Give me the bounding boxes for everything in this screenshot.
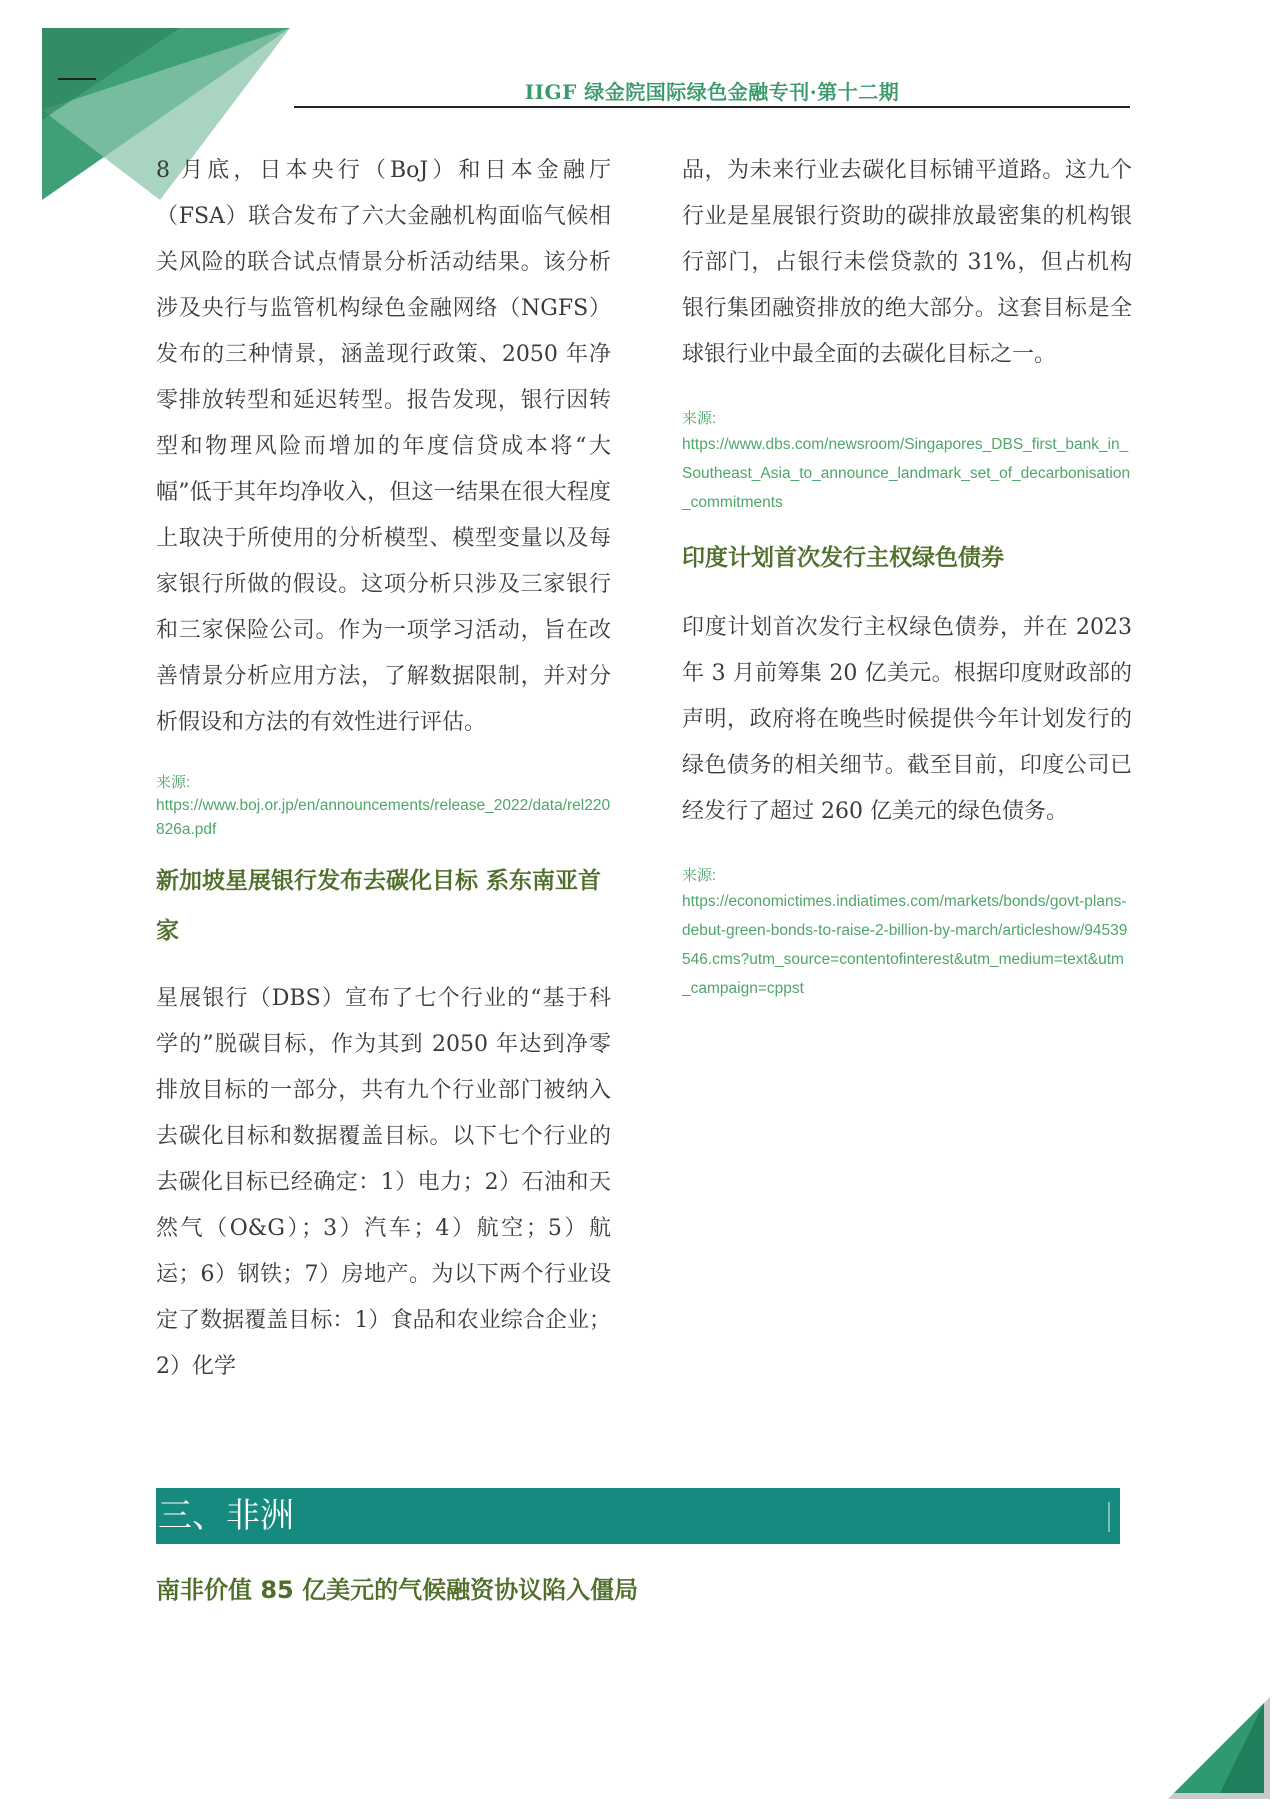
dbs-source-link[interactable]: https://www.dbs.com/newsroom/Singapores_DBS_first_bank_in_Southeast_Asia_to_announce_landmark_set_of_decarbonisation_commitments xyxy=(682,436,1131,511)
boj-source xyxy=(156,772,611,842)
india-source xyxy=(682,865,1132,1003)
header-dash xyxy=(58,78,96,80)
source-label: 来源: xyxy=(682,410,717,427)
source-label: 来源: xyxy=(682,867,717,884)
source-label: 来源: xyxy=(156,774,191,791)
dbs-heading: 新加坡星展银行发布去碳化目标 系东南亚首家 xyxy=(156,868,602,944)
dbs-source xyxy=(682,408,1132,517)
left-column xyxy=(156,148,611,1390)
dbs-paragraph-continued: 品，为未来行业去碳化目标铺平道路。这九个行业是星展银行资助的碳排放最密集的机构银行部门，占银行未偿贷款的 31%，但占机构银行集团融资排放的绝大部分。这套目标是全球银行业中最全面的去碳化目标之一。 xyxy=(682,158,1132,367)
india-heading: 印度计划首次发行主权绿色债券 xyxy=(682,545,1004,571)
right-column xyxy=(682,148,1132,1003)
dbs-paragraph: 星展银行（DBS）宣布了七个行业的“基于科学的”脱碳目标，作为其到 2050 年达到净零排放目标的一部分，共有九个行业部门被纳入去碳化目标和数据覆盖目标。以下七个行业的去碳化目标已经确定：1）电力；2）石油和天然气（O&G）；3）汽车；4）航空；5）航运；6）钢铁；7）房地产。为以下两个行业设定了数据覆盖目标：1）食品和农业综合企业；2）化学 xyxy=(156,986,611,1379)
running-header-title: IIGF 绿金院国际绿色金融专刊·第十二期 xyxy=(524,80,900,104)
section-bar-africa xyxy=(156,1488,1120,1544)
section-title: 三、非洲 xyxy=(158,1496,294,1536)
corner-decoration-bottom-right xyxy=(1160,1689,1280,1809)
india-paragraph: 印度计划首次发行主权绿色债券，并在 2023 年 3 月前筹集 20 亿美元。根据印度财政部的声明，政府将在晚些时候提供今年计划发行的绿色债务的相关细节。截至目前，印度公司已经发行了超过 260 亿美元的绿色债务。 xyxy=(682,615,1132,824)
india-source-link[interactable]: https://economictimes.indiatimes.com/markets/bonds/govt-plans-debut-green-bonds-to-raise-2-billion-by-march/articleshow/94539546.cms?utm_source=contentofinterest&utm_medium=text&utm_campaign=cppst xyxy=(682,893,1128,997)
boj-paragraph: 8 月底，日本央行（BoJ）和日本金融厅（FSA）联合发布了六大金融机构面临气候相关风险的联合试点情景分析活动结果。该分析涉及央行与监管机构绿色金融网络（NGFS）发布的三种情景，涵盖现行政策、2050 年净零排放转型和延迟转型。报告发现，银行因转型和物理风险而增加的年度信贷成本将“大幅”低于其年均净收入，但这一结果在很大程度上取决于所使用的分析模型、模型变量以及每家银行所做的假设。这项分析只涉及三家银行和三家保险公司。作为一项学习活动，旨在改善情景分析应用方法，了解数据限制，并对分析假设和方法的有效性进行评估。 xyxy=(156,158,611,735)
boj-source-link[interactable]: https://www.boj.or.jp/en/announcements/release_2022/data/rel220826a.pdf xyxy=(156,797,611,838)
header-rule xyxy=(294,106,1130,108)
south-africa-heading: 南非价值 85 亿美元的气候融资协议陷入僵局 xyxy=(156,1576,639,1604)
section-bar-tick xyxy=(1108,1502,1110,1532)
